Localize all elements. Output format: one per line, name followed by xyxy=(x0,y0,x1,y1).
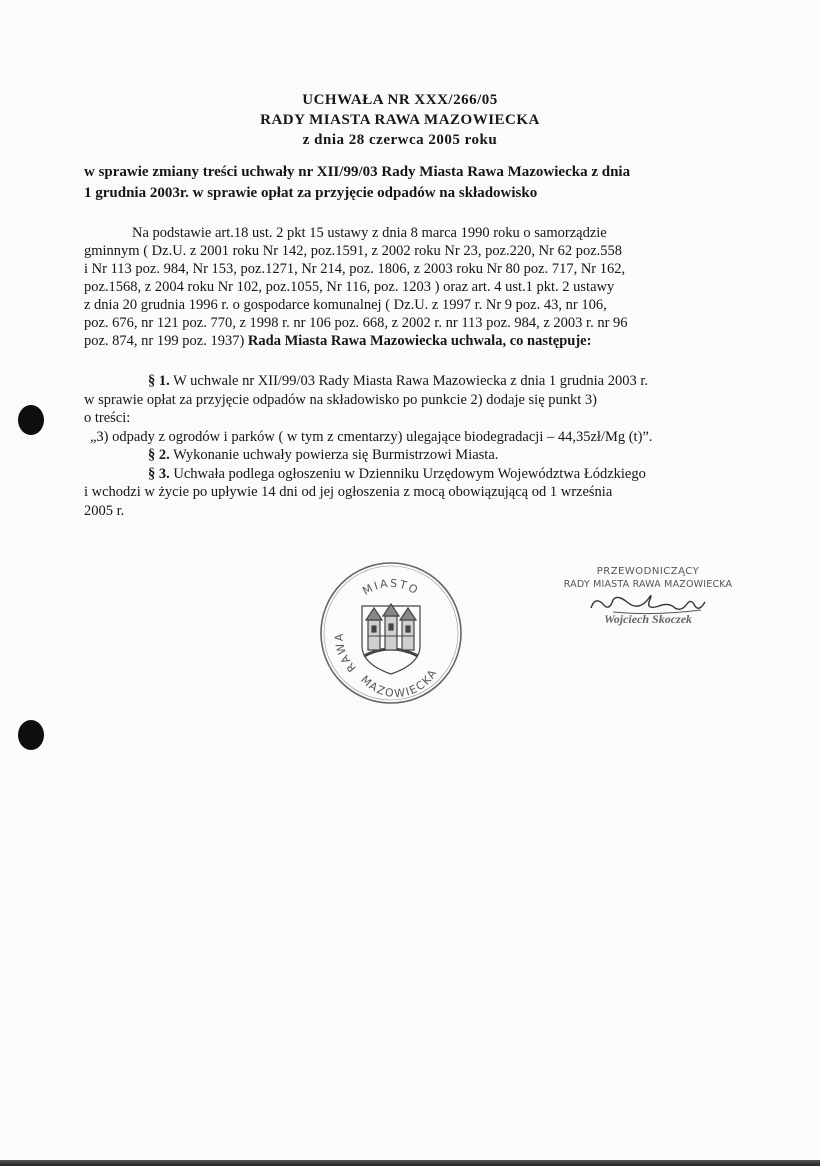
resolution-body xyxy=(84,372,784,520)
punch-hole xyxy=(18,405,44,435)
paragraph-line: 2005 r. xyxy=(84,502,125,519)
scan-bottom-edge xyxy=(0,1160,820,1166)
preamble-line: z dnia 20 grudnia 1996 r. o gospodarce komunalnej ( Dz.U. z 1997 r. Nr 9 poz. 43, nr 106, xyxy=(84,297,607,313)
paragraph-line: w sprawie opłat za przyjęcie odpadów na składowisko po punkcie 2) dodaje się punkt 3) xyxy=(84,391,597,408)
paragraph-text: W uchwale nr XII/99/03 Rady Miasta Rawa Mazowiecka z dnia 1 grudnia 2003 r. xyxy=(169,373,648,389)
preamble-line: i Nr 113 poz. 984, Nr 153, poz.1271, Nr 214, poz. 1806, z 2003 roku Nr 80 poz. 717, Nr 162, xyxy=(84,261,626,277)
paragraph-1 xyxy=(84,372,784,391)
subject-line: w sprawie zmiany treści uchwały nr XII/99/03 Rady Miasta Rawa Mazowiecka z dnia xyxy=(84,164,631,180)
preamble-line: poz. 676, nr 121 poz. 770, z 1998 r. nr 106 poz. 668, z 2002 r. nr 113 poz. 984, z 2003 r. nr 96 xyxy=(84,315,628,331)
chairman-signature-block xyxy=(548,566,748,627)
signature-title: PRZEWODNICZĄCY xyxy=(596,566,700,577)
punch-hole xyxy=(18,720,44,750)
resolution-number: UCHWAŁA NR XXX/266/05 xyxy=(302,92,498,108)
paragraph-line: i wchodzi w życie po upływie 14 dni od jej ogłoszenia z mocą obowiązującą od 1 września xyxy=(84,484,613,500)
seal-text-left: RAWA xyxy=(332,631,359,675)
preamble-line xyxy=(84,332,764,350)
preamble-text: poz. 874, nr 199 poz. 1937) xyxy=(84,333,248,349)
legal-basis-preamble xyxy=(84,224,764,350)
paragraph-2 xyxy=(84,446,784,465)
paragraph-mark: § 1. xyxy=(148,373,170,389)
council-name: RADY MIASTA RAWA MAZOWIECKA xyxy=(260,112,540,128)
paragraph-text: Wykonanie uchwały powierza się Burmistrzowi Miasta. xyxy=(169,447,499,463)
signatory-name: Wojciech Skoczek xyxy=(603,612,693,626)
paragraph-mark: § 3. xyxy=(148,465,170,482)
signature-council: RADY MIASTA RAWA MAZOWIECKA xyxy=(563,579,733,590)
svg-text:RAWA xyxy=(333,632,359,675)
preamble-line: gminnym ( Dz.U. z 2001 roku Nr 142, poz.1591, z 2002 roku Nr 23, poz.220, Nr 62 poz.558 xyxy=(84,243,623,259)
resolution-heading xyxy=(200,90,600,150)
preamble-line: Na podstawie art.18 ust. 2 pkt 15 ustawy z dnia 8 marca 1990 roku o samorządzie xyxy=(132,225,607,241)
resolution-subject xyxy=(84,162,724,204)
resolution-date: z dnia 28 czerwca 2005 roku xyxy=(302,132,498,148)
preamble-line: poz.1568, z 2004 roku Nr 102, poz.1055, Nr 116, poz. 1203 ) oraz art. 4 ust.1 pkt. 2 ustawy xyxy=(84,279,615,295)
city-seal-stamp xyxy=(318,560,464,706)
paragraph-3 xyxy=(84,465,784,484)
paragraph-line: o treści: xyxy=(84,410,131,426)
seal-text-bottom: MAZOWIECKA xyxy=(358,666,440,701)
seal-text-top: MIASTO xyxy=(360,576,422,598)
subject-line: 1 grudnia 2003r. w sprawie opłat za przyjęcie odpadów na składowisko xyxy=(84,185,538,201)
paragraph-text: Uchwała podlega ogłoszeniu w Dzienniku Urzędowym Województwa Łódzkiego xyxy=(169,465,646,482)
city-coat-of-arms-icon xyxy=(362,604,420,674)
quoted-amendment: „3) odpady z ogrodów i parków ( w tym z cmentarzy) ulegające biodegradacji – 44,35zł/Mg (t)”. xyxy=(90,428,653,445)
svg-text:MIASTO xyxy=(360,577,421,598)
paragraph-mark: § 2. xyxy=(148,447,170,463)
enacting-clause: Rada Miasta Rawa Mazowiecka uchwala, co następuje: xyxy=(247,333,592,349)
